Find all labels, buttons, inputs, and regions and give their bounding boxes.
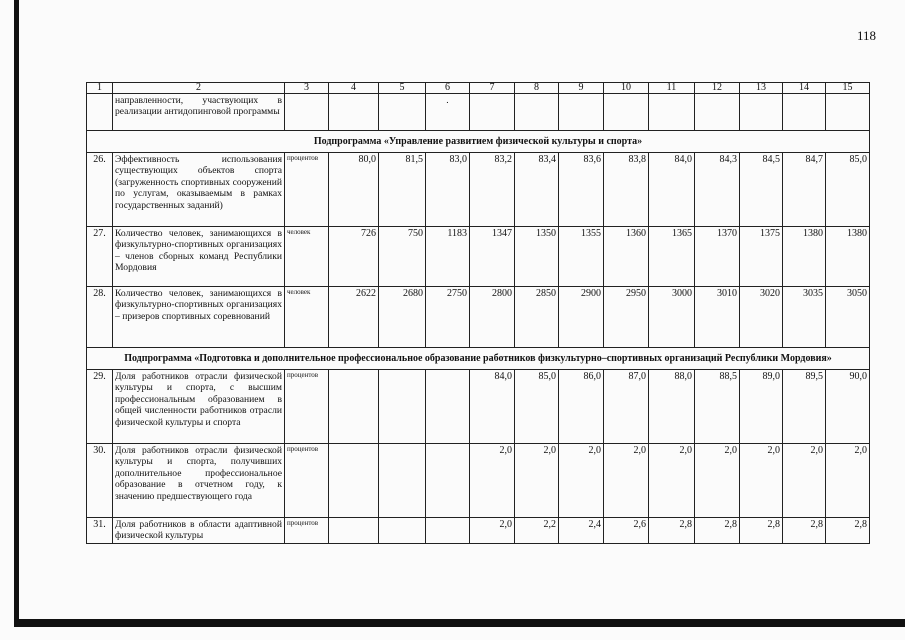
value-cell: 88,0 xyxy=(649,370,695,444)
value-cell: 1183 xyxy=(426,227,470,287)
value-cell: 83,0 xyxy=(426,153,470,227)
column-number: 3 xyxy=(285,83,329,94)
value-cell: 1355 xyxy=(559,227,604,287)
value-cell: 2,0 xyxy=(604,444,649,518)
indicator-name: Доля работников в области адаптивной физической культуры xyxy=(113,518,285,544)
section-title: Подпрограмма «Управление развитием физической культуры и спорта» xyxy=(87,131,870,153)
column-number: 6 xyxy=(426,83,470,94)
value-cell: 1360 xyxy=(604,227,649,287)
value-cell: 86,0 xyxy=(559,370,604,444)
unit-cell: человек xyxy=(285,287,329,348)
value-cell: 85,0 xyxy=(515,370,559,444)
stray-dot: . xyxy=(446,95,449,106)
value-cell: 80,0 xyxy=(329,153,379,227)
value-cell: 1380 xyxy=(783,227,826,287)
scan-edge-left xyxy=(14,0,19,622)
value-cell: 89,0 xyxy=(740,370,783,444)
page-number: 118 xyxy=(856,28,876,43)
table-row xyxy=(87,518,870,544)
value-cell xyxy=(329,370,379,444)
unit-cell: процентов xyxy=(285,370,329,444)
value-cell: 2,0 xyxy=(515,444,559,518)
value-cell xyxy=(426,370,470,444)
value-cell xyxy=(379,444,426,518)
unit-cell: процентов xyxy=(285,444,329,518)
section-header-row xyxy=(87,348,870,370)
indicator-name: Количество человек, занимающихся в физкультурно-спортивных организациях – членов сборных команд Республики Мордовия xyxy=(113,227,285,287)
value-cell: 2,8 xyxy=(649,518,695,544)
value-cell: 3020 xyxy=(740,287,783,348)
table-row xyxy=(87,227,870,287)
value-cell: 81,5 xyxy=(379,153,426,227)
scan-edge-bottom xyxy=(14,619,905,627)
value-cell: 1380 xyxy=(826,227,870,287)
value-cell xyxy=(329,444,379,518)
value-cell: 2,0 xyxy=(783,444,826,518)
column-number: 11 xyxy=(649,83,695,94)
value-cell: 2,8 xyxy=(783,518,826,544)
value-cell: 2,0 xyxy=(649,444,695,518)
value-cell: 83,8 xyxy=(604,153,649,227)
value-cell: 1370 xyxy=(695,227,740,287)
row-number: 28. xyxy=(87,287,113,348)
row-number: 29. xyxy=(87,370,113,444)
value-cell: 2800 xyxy=(470,287,515,348)
value-cell: 2,0 xyxy=(470,444,515,518)
value-cell: 2750 xyxy=(426,287,470,348)
value-cell: 89,5 xyxy=(783,370,826,444)
value-cell: 2,0 xyxy=(826,444,870,518)
value-cell xyxy=(426,444,470,518)
value-cell: 2,8 xyxy=(740,518,783,544)
value-cell: 3000 xyxy=(649,287,695,348)
indicator-name: направленности, участвующих в реализации антидопинговой программы xyxy=(113,94,285,131)
value-cell: 2,8 xyxy=(826,518,870,544)
value-cell: 84,3 xyxy=(695,153,740,227)
value-cell: 3010 xyxy=(695,287,740,348)
table-row xyxy=(87,370,870,444)
table-row xyxy=(87,153,870,227)
column-number-row xyxy=(87,83,870,94)
value-cell: 1347 xyxy=(470,227,515,287)
value-cell: 83,2 xyxy=(470,153,515,227)
value-cell: 2,0 xyxy=(740,444,783,518)
continuation-row xyxy=(87,94,870,131)
column-number: 13 xyxy=(740,83,783,94)
unit-cell: человек xyxy=(285,227,329,287)
value-cell xyxy=(379,370,426,444)
value-cell xyxy=(379,518,426,544)
value-cell: 2850 xyxy=(515,287,559,348)
table-row xyxy=(87,444,870,518)
value-cell: 1365 xyxy=(649,227,695,287)
column-number: 14 xyxy=(783,83,826,94)
section-header-row xyxy=(87,131,870,153)
value-cell: 90,0 xyxy=(826,370,870,444)
value-cell: 726 xyxy=(329,227,379,287)
column-number: 9 xyxy=(559,83,604,94)
value-cell: 84,5 xyxy=(740,153,783,227)
value-cell: 3035 xyxy=(783,287,826,348)
value-cell: 84,0 xyxy=(470,370,515,444)
value-cell: 1350 xyxy=(515,227,559,287)
indicator-name: Эффективность использования существующих объектов спорта (загруженность спортивных сооружений по услугам, оказываемым в рамках государственных заданий) xyxy=(113,153,285,227)
value-cell: 83,4 xyxy=(515,153,559,227)
row-number: 30. xyxy=(87,444,113,518)
column-number: 2 xyxy=(113,83,285,94)
value-cell: 88,5 xyxy=(695,370,740,444)
value-cell: 84,0 xyxy=(649,153,695,227)
row-number: 26. xyxy=(87,153,113,227)
value-cell xyxy=(329,518,379,544)
value-cell: 3050 xyxy=(826,287,870,348)
column-number: 7 xyxy=(470,83,515,94)
value-cell: 2,2 xyxy=(515,518,559,544)
value-cell: 2900 xyxy=(559,287,604,348)
value-cell: 2,0 xyxy=(470,518,515,544)
column-number: 1 xyxy=(87,83,113,94)
value-cell: 2622 xyxy=(329,287,379,348)
value-cell: 2680 xyxy=(379,287,426,348)
value-cell: 750 xyxy=(379,227,426,287)
indicator-name: Количество человек, занимающихся в физкультурно-спортивных организациях – призеров спортивных соревнований xyxy=(113,287,285,348)
row-number: 27. xyxy=(87,227,113,287)
column-number: 12 xyxy=(695,83,740,94)
value-cell: 2950 xyxy=(604,287,649,348)
column-number: 8 xyxy=(515,83,559,94)
value-cell: 84,7 xyxy=(783,153,826,227)
indicators-table xyxy=(86,82,870,544)
value-cell xyxy=(426,518,470,544)
value-cell: 87,0 xyxy=(604,370,649,444)
column-number: 5 xyxy=(379,83,426,94)
column-number: 4 xyxy=(329,83,379,94)
value-cell: 2,8 xyxy=(695,518,740,544)
value-cell: 2,0 xyxy=(695,444,740,518)
value-cell: 85,0 xyxy=(826,153,870,227)
value-cell: 83,6 xyxy=(559,153,604,227)
unit-cell: процентов xyxy=(285,153,329,227)
section-title: Подпрограмма «Подготовка и дополнительное профессиональное образование работников физкультурно–спортивных организаций Республики Мордовия» xyxy=(87,348,870,370)
table-row xyxy=(87,287,870,348)
row-number: 31. xyxy=(87,518,113,544)
value-cell: 1375 xyxy=(740,227,783,287)
column-number: 15 xyxy=(826,83,870,94)
column-number: 10 xyxy=(604,83,649,94)
indicator-name: Доля работников отрасли физической культуры и спорта, с высшим профессиональным образованием в общей численности работников отрасли физической культуры и спорта xyxy=(113,370,285,444)
value-cell: 2,6 xyxy=(604,518,649,544)
indicator-name: Доля работников отрасли физической культуры и спорта, получивших дополнительное профессиональное образование в отчетном году, к значению предшествующего года xyxy=(113,444,285,518)
unit-cell: процентов xyxy=(285,518,329,544)
value-cell: 2,4 xyxy=(559,518,604,544)
value-cell: 2,0 xyxy=(559,444,604,518)
